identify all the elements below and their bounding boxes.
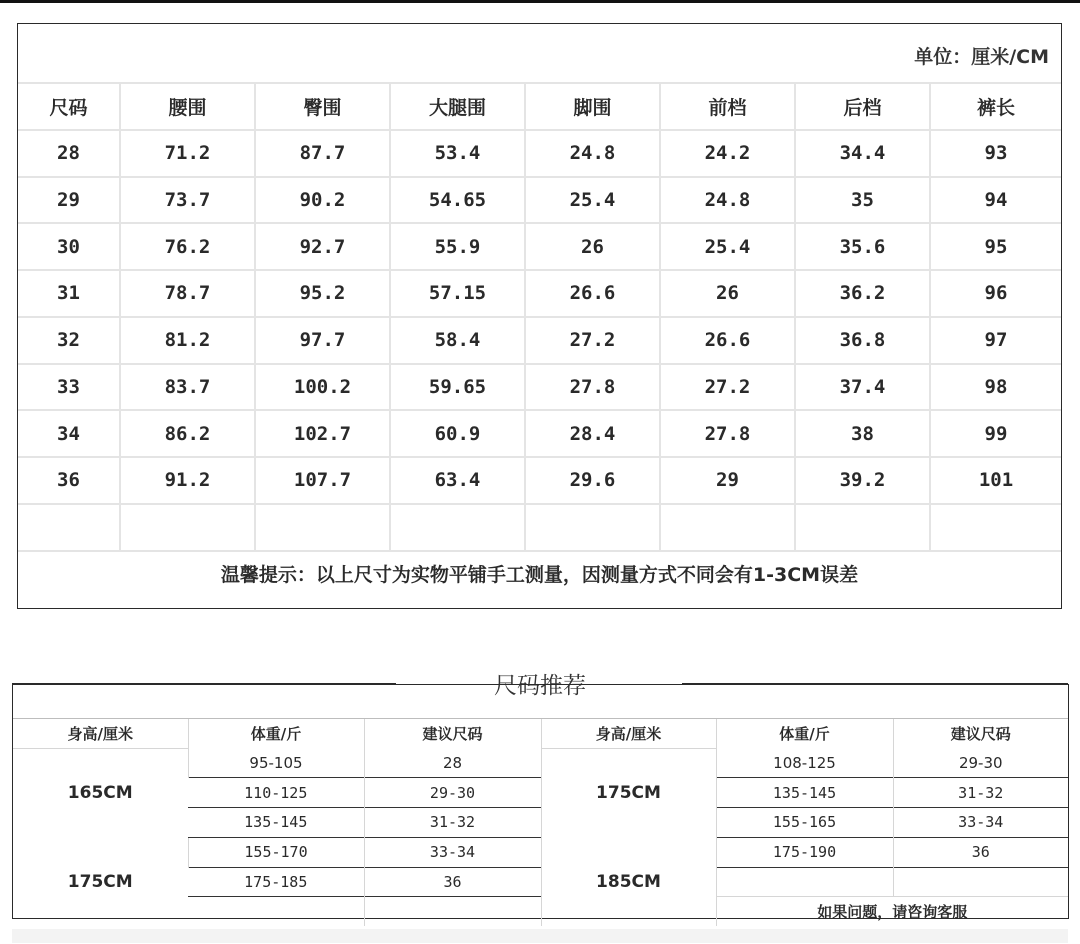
- table-cell: 78.7: [120, 270, 255, 317]
- header-weight-left: 体重/斤: [188, 719, 364, 749]
- table-cell: 27.2: [660, 364, 795, 411]
- table-cell: 90.2: [255, 177, 390, 224]
- table-cell: 24.2: [660, 130, 795, 177]
- table-cell: 29.6: [525, 457, 660, 504]
- table-cell: 57.15: [390, 270, 525, 317]
- empty-row: [18, 504, 1061, 551]
- height-175-left: 175CM: [67, 871, 133, 892]
- table-cell: 26.6: [660, 317, 795, 364]
- table-cell: 36.2: [795, 270, 930, 317]
- header-weight-right: 体重/斤: [716, 719, 893, 749]
- table-cell: 97: [930, 317, 1061, 364]
- height-175-right: 175CM: [541, 749, 716, 838]
- table-cell: 25.4: [525, 177, 660, 224]
- header-size-right: 建议尺码: [893, 719, 1068, 749]
- table-cell: 31: [18, 270, 120, 317]
- size-chart: [17, 23, 1062, 609]
- header-size: 尺码: [18, 83, 120, 130]
- table-cell: 29: [18, 177, 120, 224]
- header-thigh: 大腿围: [390, 83, 525, 130]
- table-cell: 102.7: [255, 410, 390, 457]
- table-cell: 55.9: [390, 223, 525, 270]
- table-row: [18, 130, 1061, 177]
- table-cell: 30: [18, 223, 120, 270]
- unit-label: 单位：厘米/CM: [914, 46, 1049, 68]
- size-header-row: [18, 83, 1061, 130]
- recommend-title: 尺码推荐: [494, 673, 586, 699]
- table-cell: 26: [525, 223, 660, 270]
- table-cell: 29-30: [364, 778, 541, 808]
- table-cell: 96: [930, 270, 1061, 317]
- table-cell: 36: [18, 457, 120, 504]
- table-cell: 37.4: [795, 364, 930, 411]
- table-cell: 58.4: [390, 317, 525, 364]
- table-cell: 60.9: [390, 410, 525, 457]
- table-cell: 155-165: [716, 808, 893, 838]
- table-cell: 91.2: [120, 457, 255, 504]
- table-cell: 86.2: [120, 410, 255, 457]
- table-cell: 94: [930, 177, 1061, 224]
- table-cell: 71.2: [120, 130, 255, 177]
- table-cell: 29-30: [893, 749, 1068, 778]
- table-cell: 26: [660, 270, 795, 317]
- header-waist: 腰围: [120, 83, 255, 130]
- table-cell: 175-190: [716, 837, 893, 867]
- table-cell: 99: [930, 410, 1061, 457]
- table-cell: 36: [364, 867, 541, 897]
- table-cell: 63.4: [390, 457, 525, 504]
- table-cell: 32: [18, 317, 120, 364]
- table-row: [18, 364, 1061, 411]
- table-cell: 29: [660, 457, 795, 504]
- table-cell: 155-170: [188, 837, 364, 867]
- table-cell: 59.65: [390, 364, 525, 411]
- table-cell: 39.2: [795, 457, 930, 504]
- table-cell: 33-34: [364, 837, 541, 867]
- table-cell: 27.2: [525, 317, 660, 364]
- table-cell: 31-32: [893, 778, 1068, 808]
- table-cell: 175-185: [188, 867, 364, 897]
- table-cell: 100.2: [255, 364, 390, 411]
- table-cell: 87.7: [255, 130, 390, 177]
- table-cell: 95-105: [188, 749, 364, 778]
- table-row: [13, 749, 1068, 778]
- table-row: [13, 837, 1068, 867]
- table-cell: 34: [18, 410, 120, 457]
- header-front-rise: 前档: [660, 83, 795, 130]
- table-cell: 97.7: [255, 317, 390, 364]
- table-cell: 34.4: [795, 130, 930, 177]
- table-cell: 28: [364, 749, 541, 778]
- table-cell: 24.8: [525, 130, 660, 177]
- size-table: [18, 82, 1061, 552]
- table-cell: 83.7: [120, 364, 255, 411]
- table-cell: 35.6: [795, 223, 930, 270]
- table-cell: 95: [930, 223, 1061, 270]
- header-back-rise: 后档: [795, 83, 930, 130]
- table-cell: 24.8: [660, 177, 795, 224]
- header-length: 裤长: [930, 83, 1061, 130]
- top-border: [0, 0, 1080, 3]
- table-cell: 36: [893, 837, 1068, 867]
- table-cell: 108-125: [716, 749, 893, 778]
- table-cell: 92.7: [255, 223, 390, 270]
- measurement-tip: 温馨提示：以上尺寸为实物平铺手工测量，因测量方式不同会有1-3CM误差: [220, 564, 859, 586]
- header-hip: 臀围: [255, 83, 390, 130]
- table-cell: 95.2: [255, 270, 390, 317]
- table-cell: 28.4: [525, 410, 660, 457]
- table-cell: 33: [18, 364, 120, 411]
- table-cell: 81.2: [120, 317, 255, 364]
- recommend-header-row: [13, 719, 1068, 749]
- header-leg-opening: 脚围: [525, 83, 660, 130]
- table-cell: 53.4: [390, 130, 525, 177]
- table-cell: 107.7: [255, 457, 390, 504]
- table-cell: 93: [930, 130, 1061, 177]
- table-row: [18, 457, 1061, 504]
- table-cell: 110-125: [188, 778, 364, 808]
- bottom-strip: [12, 929, 1068, 943]
- table-row: [18, 410, 1061, 457]
- table-cell: 76.2: [120, 223, 255, 270]
- table-cell: 35: [795, 177, 930, 224]
- table-cell: 73.7: [120, 177, 255, 224]
- table-cell: 98: [930, 364, 1061, 411]
- table-row: [18, 317, 1061, 364]
- recommend-table: [13, 718, 1068, 926]
- table-cell: 101: [930, 457, 1061, 504]
- header-height-left: 身高/厘米: [13, 719, 188, 749]
- table-row: [18, 270, 1061, 317]
- table-cell: 28: [18, 130, 120, 177]
- table-row: [18, 177, 1061, 224]
- table-cell: 27.8: [660, 410, 795, 457]
- recommend-chart: [12, 684, 1069, 922]
- table-row: [18, 223, 1061, 270]
- table-cell: 26.6: [525, 270, 660, 317]
- table-cell: 135-145: [188, 808, 364, 838]
- table-cell: 38: [795, 410, 930, 457]
- header-height-right: 身高/厘米: [541, 719, 716, 749]
- table-cell: 27.8: [525, 364, 660, 411]
- table-cell: 36.8: [795, 317, 930, 364]
- service-note: 如果问题，请咨询客服: [716, 897, 1068, 926]
- height-165: 165CM: [13, 749, 188, 838]
- header-size-left: 建议尺码: [364, 719, 541, 749]
- table-cell: 54.65: [390, 177, 525, 224]
- table-cell: 33-34: [893, 808, 1068, 838]
- table-cell: 135-145: [716, 778, 893, 808]
- height-185: 185CM: [541, 837, 716, 926]
- table-cell: 31-32: [364, 808, 541, 838]
- table-cell: 25.4: [660, 223, 795, 270]
